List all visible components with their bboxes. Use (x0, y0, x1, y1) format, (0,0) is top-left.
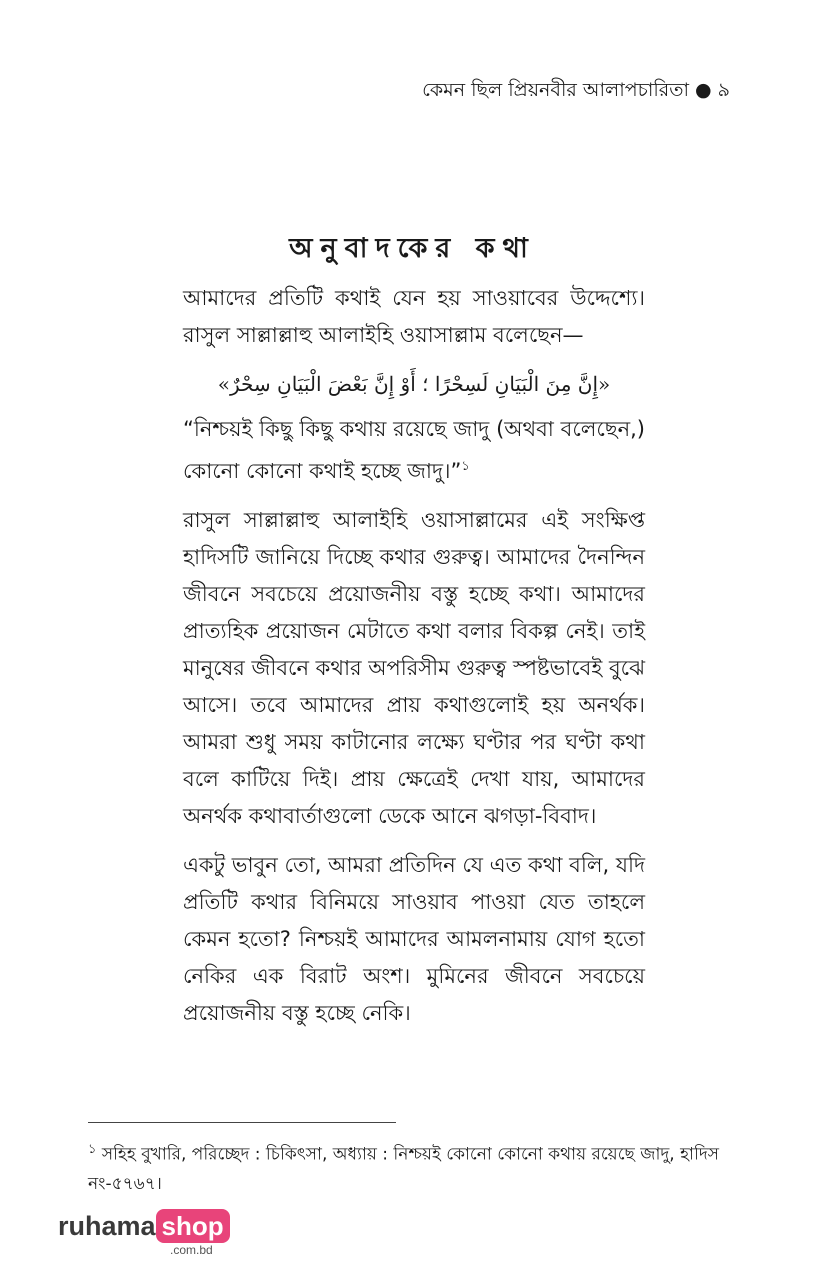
footnote-divider (88, 1122, 396, 1123)
body-text (183, 280, 645, 1044)
footnote-marker: ১ (88, 1142, 97, 1157)
paragraph-importance: রাসুল সাল্লাল্লাহু আলাইহি ওয়াসাল্লামের এই সংক্ষিপ্ত হাদিসটি জানিয়ে দিচ্ছে কথার গুরুত্ব। আমাদের দৈনন্দিন জীবনে সবচেয়ে প্রয়োজনীয় বস্তু হচ্ছে কথা। আমাদের প্রাত্যহিক প্রয়োজন মেটাতে কথা বলার বিকল্প নেই। তাই মানুষের জীবনে কথার অপরিসীম গুরুত্ব স্পষ্টভাবেই বুঝে আসে। তবে আমাদের প্রায় কথাগুলোই হয় অনর্থক। আমরা শুধু সময় কাটানোর লক্ষ্যে ঘণ্টার পর ঘণ্টা কথা বলে কাটিয়ে দিই। প্রায় ক্ষেত্রেই দেখা যায়, আমাদের অনর্থক কথাবার্তাগুলো ডেকে আনে ঝগড়া-বিবাদ। (183, 508, 645, 828)
footnote-text: সহিহ বুখারি, পরিচ্ছেদ : চিকিৎসা, অধ্যায় : নিশ্চয়ই কোনো কোনো কথায় রয়েছে জাদু, হাদিস নং-৫৭৬৭। (88, 1144, 720, 1194)
logo-ruhama-text: ruhama (58, 1211, 156, 1241)
footnote (88, 1135, 748, 1199)
running-header: কেমন ছিল প্রিয়নবীর আলাপচারিতা ● ৯ (422, 79, 730, 101)
paragraph-intro: আমাদের প্রতিটি কথাই যেন হয় সাওয়াবের উদ্দেশ্যে। রাসুল সাল্লাল্লাহু আলাইহি ওয়াসাল্লাম বলেছেন— (183, 286, 645, 347)
logo-shop-badge: shop (156, 1209, 230, 1243)
ruhamashop-logo (58, 1209, 230, 1269)
logo-domain: .com.bd (170, 1243, 213, 1257)
hadith-translation (183, 411, 645, 490)
quote-text: “নিশ্চয়ই কিছু কিছু কথায় রয়েছে জাদু (অথবা বলেছেন,) কোনো কোনো কথাই হচ্ছে জাদু।” (183, 417, 645, 483)
chapter-title: অনুবাদকের কথা (289, 233, 536, 264)
arabic-hadith: «إِنَّ مِنَ الْبَيَانِ لَسِحْرًا ؛ أَوْ إِنَّ بَعْضَ الْبَيَانِ سِحْرٌ» (217, 372, 611, 396)
paragraph-reward: একটু ভাবুন তো, আমরা প্রতিদিন যে এত কথা বলি, যদি প্রতিটি কথার বিনিময়ে সাওয়াব পাওয়া যেত তাহলে কেমন হতো? নিশ্চয়ই আমাদের আমলনামায় যোগ হতো নেকির এক বিরাট অংশ। মুমিনের জীবনে সবচেয়ে প্রয়োজনীয় বস্তু হচ্ছে নেকি। (183, 853, 645, 1025)
footnote-reference: ১ (461, 459, 470, 474)
